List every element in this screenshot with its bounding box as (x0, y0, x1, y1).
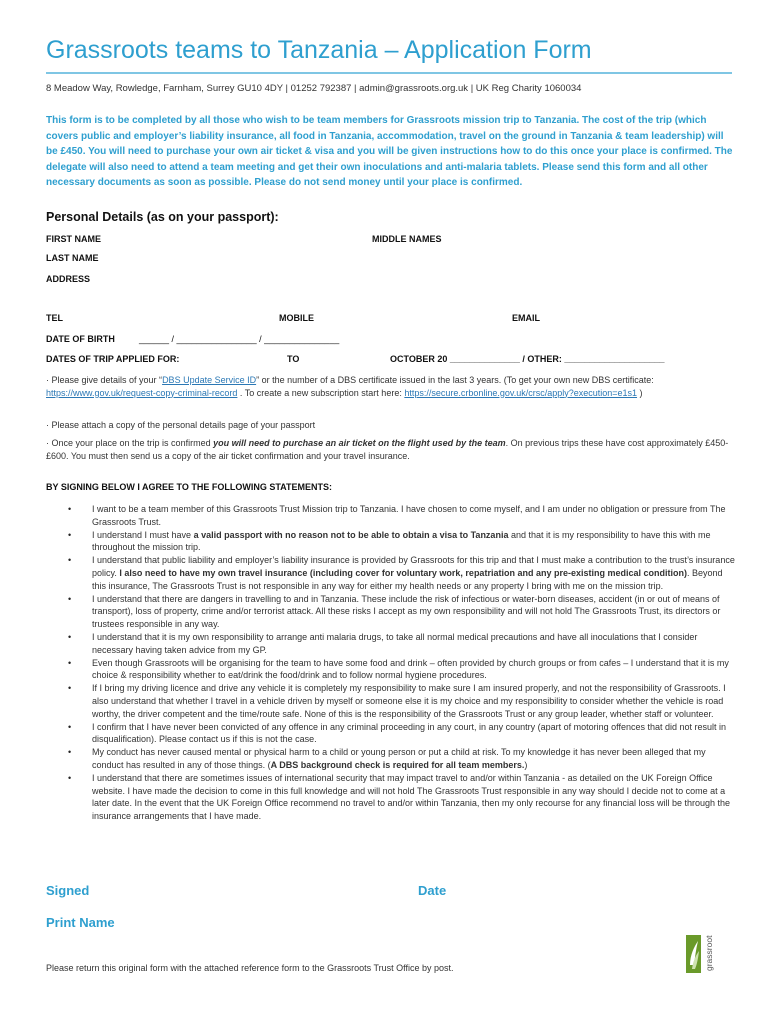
list-item: • I understand that it is my own responsibility to arrange anti malaria drugs, to take all normal medical precautions and have all inoculations that I consider necessary having taken advice from my GP. (68, 631, 698, 655)
dbs-note: · Please give details of your “DBS Update Service ID” or the number of a DBS certificate issued in the last 3 years. (To get your own new DBS certificate: https://www.gov.uk/request-copy-criminal-record . To create a new subscription start here: https://secure.crbonline.gov.uk/crsc/apply?execution=e1s1 ) (46, 375, 654, 398)
dbs-request-link[interactable]: https://www.gov.uk/request-copy-criminal-record (46, 387, 238, 398)
dob-blanks: ______ / ________________ / _______________ (139, 334, 340, 344)
address-label: ADDRESS (46, 274, 91, 284)
mobile-label: MOBILE (279, 313, 314, 323)
last-name-label: LAST NAME (46, 253, 99, 263)
ticket-note: · Once your place on the trip is confirmed you will need to purchase an air ticket on the flight used by the team. On previous trips these have cost approximately £450-£600. You must then send us a copy of the air ticket confirmation and your travel insurance. (46, 438, 729, 461)
dbs-subscription-link[interactable]: https://secure.crbonline.gov.uk/crsc/apply?execution=e1s1 (404, 387, 638, 398)
agreement-heading: BY SIGNING BELOW I AGREE TO THE FOLLOWING STATEMENTS: (46, 482, 333, 492)
svg-text:grassroots: grassroots (704, 935, 714, 971)
personal-details-heading: Personal Details (as on your passport): (46, 210, 279, 224)
trip-october-field: OCTOBER 20 ______________ / OTHER: ____________________ (390, 354, 665, 364)
middle-names-label: MIDDLE NAMES (372, 234, 442, 244)
list-item: • Even though Grassroots will be organising for the team to have some food and drink – often provided by church groups or from cafes – I understand that it is my choice & responsibility whether to eat/drink the food/drink and to follow normal hygiene procedures. (68, 657, 729, 681)
email-label: EMAIL (512, 313, 540, 323)
list-item: • I understand I must have a valid passport with no reason not to be able to obtain a visa to Tanzania and that it is my responsibility to have this with me throughout the mission trip. (68, 529, 711, 553)
dob-label: DATE OF BIRTH (46, 334, 115, 344)
contact-line: 8 Meadow Way, Rowledge, Farnham, Surrey GU10 4DY | 01252 792387 | admin@grassroots.org.uk | UK Reg Charity 1060034 (46, 83, 582, 94)
trip-to-label: TO (287, 354, 300, 364)
list-item: • I confirm that I have never been convicted of any offence in any criminal proceeding in any court, in any country (apart of motoring offences that did not result in disqualification). Please contact us if this is not the case. (68, 721, 727, 745)
list-item: • I want to be a team member of this Grassroots Trust Mission trip to Tanzania. I have chosen to come myself, and I am under no obligation or pressure from The Grassroots Trust. (68, 504, 726, 527)
signed-label: Signed (46, 883, 90, 898)
agreement-statements (46, 503, 736, 823)
return-instructions: Please return this original form with the attached reference form to the Grassroots Trust Office by post. (46, 963, 454, 973)
grassroots-logo (686, 935, 718, 973)
print-name-label: Print Name (46, 915, 115, 930)
first-name-label: FIRST NAME (46, 234, 101, 244)
list-item: • I understand that public liability and employer’s liability insurance is provided by Grassroots for this trip and that I must make a contribution to the trust’s insurance policy. I also need to have my own travel insurance (including cover for voluntary work, repatriation and any pre-existing medical condition). Beyond this insurance, The Grassroots Trust is not responsible in any way for either my health needs or any property I bring with me on the mission trip. (68, 555, 735, 591)
intro-paragraph: This form is to be completed by all those who wish to be team members for Grassroots mission trip to Tanzania. The cost of the trip (which covers public and employer’s liability insurance, all food in Tanzania, accommodation, travel on the ground in Tanzania & team leadership) will be £450. You will need to purchase your own air ticket & visa and you will be given instructions how to do this once your place is confirmed. The delegate will also need to attend a team meeting and get their own inoculations and anti-malaria tablets. Please send this form and all other necessary documents as soon as possible. Please do not send money until your place is confirmed. (46, 115, 733, 189)
title-divider (46, 72, 732, 74)
tel-label: TEL (46, 313, 63, 323)
leaf-icon (686, 935, 718, 973)
list-item: • If I bring my driving licence and drive any vehicle it is completely my responsibility to make sure I am insured properly, and not the responsibility of Grassroots. I also understand that whether I travel in a vehicle driven by myself or someone else it is my choice and my responsibility to consider whether the vehicle is road worthy, the driver competent and the time/route safe. None of this is the responsibility of the Grassroots Trust or any group leader, whether staff or volunteer. (68, 683, 726, 719)
list-item: • I understand that there are dangers in travelling to and in Tanzania. These include the risk of infectious or water-born diseases, accident (in or out of means of transport), loss of property, crime and/or terrorist attack. All these risks I accept as my own responsibility and will not hold The Grassroots Trust, its directors or trustees responsible in any way. (68, 593, 721, 629)
date-label: Date (418, 883, 447, 898)
dbs-update-link[interactable]: DBS Update Service ID (162, 375, 257, 385)
list-item: • I understand that there are sometimes issues of international security that may impact travel to and/or within Tanzania - as detailed on the UK Foreign Office website. I have made the decision to come in this full knowledge and will not hold The Grassroots Trust responsible in any way should I decide not to come at a later date. In the event that the UK Foreign Office recommend no travel to and/or within Tanzania, then my only recourse for any financial loss will be through the insurance arrangements that I have made. (68, 772, 731, 821)
trip-dates-label: DATES OF TRIP APPLIED FOR: (46, 354, 180, 364)
page-title: Grassroots teams to Tanzania – Application Form (46, 36, 592, 64)
list-item: • My conduct has never caused mental or physical harm to a child or young person or put a child at risk. To my knowledge it has never been alleged that my conduct has resulted in any of those things. (A DBS background check is required for all team members.) (68, 747, 706, 770)
passport-note: · Please attach a copy of the personal details page of your passport (46, 420, 316, 430)
